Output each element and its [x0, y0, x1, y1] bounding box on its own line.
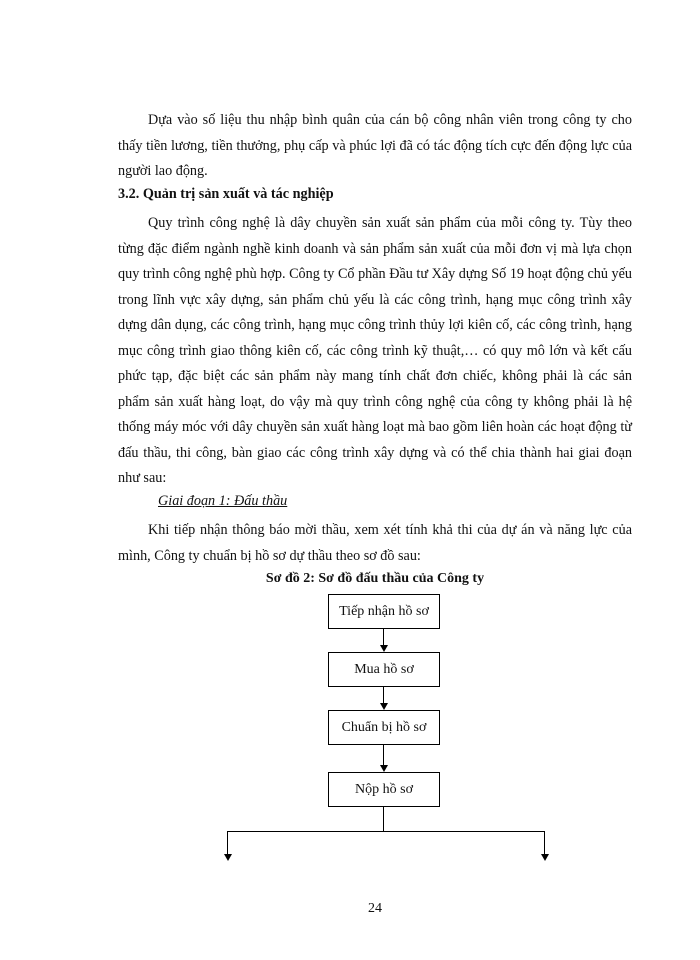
- income-paragraph: Dựa vào số liệu thu nhập bình quân của cán bộ công nhân viên trong công ty cho thấy tiền lương, tiền thưởng, phụ cấp và phúc lợi đã có tác động tích cực đến động lực của người lao động.: [118, 112, 632, 179]
- stage-heading: Giai đoạn 1: Đấu thầu: [158, 493, 288, 509]
- connector-line: [383, 745, 384, 765]
- arrow-down-icon: [380, 703, 388, 710]
- page-number: 24: [368, 901, 382, 916]
- flow-step-submit: Nộp hồ sơ: [328, 772, 440, 807]
- arrow-down-icon: [541, 854, 549, 861]
- process-paragraph: Quy trình công nghệ là dây chuyền sản xuất sản phẩm của mỗi công ty. Tùy theo từng đặc điểm ngành nghề kinh doanh và sản phẩm sản xuất của mỗi đơn vị mà lựa chọn quy trình công nghệ phù hợp. Công ty Cổ phần Đầu tư Xây dựng Số 19 hoạt động chủ yếu trong lĩnh vực xây dựng, sản phẩm chủ yếu là các công trình, hạng mục công trình xây dựng dân dụng, các công trình, hạng mục công trình thủy lợi kiên cố, các công trình, hạng mục công trình giao thông kiên cố, các công trình kỹ thuật,… có quy mô lớn và kết cấu phức tạp, đặc biệt các sản phẩm này mang tính chất đơn chiếc, không phải là các sản phẩm sản xuất hàng loạt, do vậy mà quy trình công nghệ của công ty không phải là hệ thống máy móc với dây chuyền sản xuất hàng loạt mà bao gồm liên hoàn các hoạt động từ đấu thầu, thi công, bàn giao các công trình xây dựng và có thể chia thành hai giai đoạn như sau:: [118, 215, 632, 486]
- connector-line: [383, 687, 384, 704]
- arrow-down-icon: [380, 765, 388, 772]
- branch-line: [227, 831, 545, 832]
- branch-right-line: [544, 831, 545, 854]
- flow-step-buy: Mua hồ sơ: [328, 652, 440, 687]
- arrow-down-icon: [224, 854, 232, 861]
- section-heading: 3.2. Quản trị sản xuất và tác nghiệp: [118, 186, 334, 202]
- connector-line: [383, 807, 384, 831]
- arrow-down-icon: [380, 645, 388, 652]
- connector-line: [383, 629, 384, 646]
- diagram-title: Sơ đồ 2: Sơ đồ đấu thầu của Công ty: [265, 571, 485, 586]
- flow-step-prepare: Chuẩn bị hồ sơ: [328, 710, 440, 745]
- tender-intro-paragraph: Khi tiếp nhận thông báo mời thầu, xem xét tính khả thi của dự án và năng lực của mình, Công ty chuẩn bị hồ sơ dự thầu theo sơ đồ sau:: [118, 522, 632, 564]
- branch-left-line: [227, 831, 228, 854]
- flow-step-receive: Tiếp nhận hồ sơ: [328, 594, 440, 629]
